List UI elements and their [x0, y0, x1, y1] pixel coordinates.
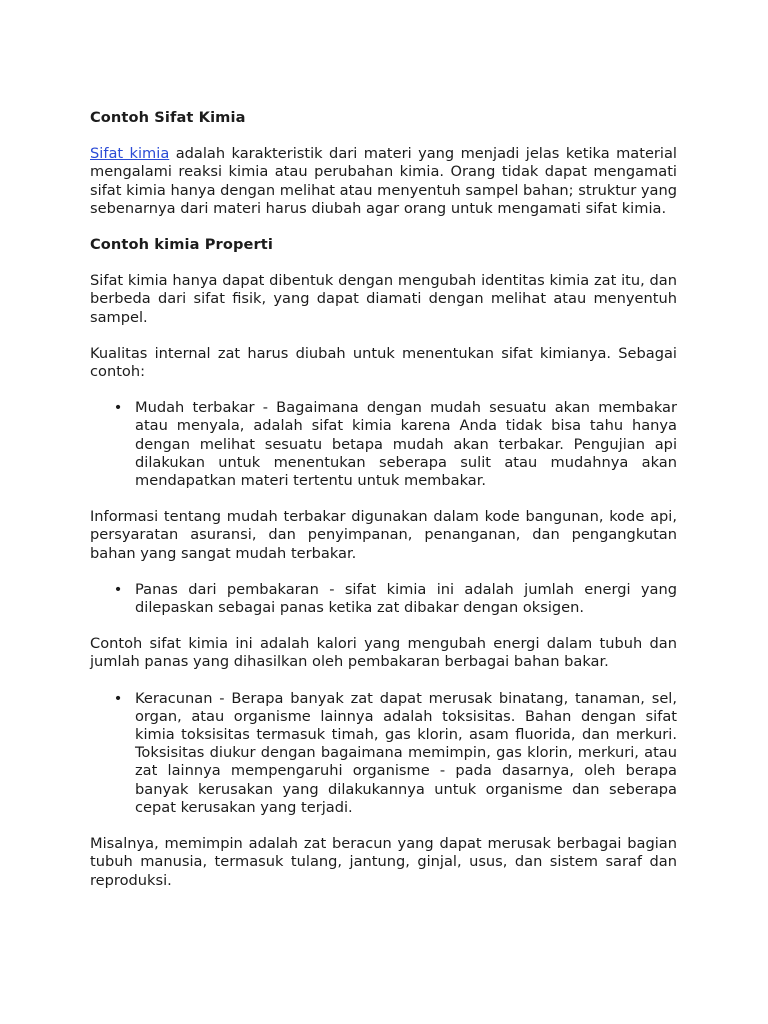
bullet-icon: • [113, 580, 123, 598]
bullet-list-toxicity [90, 690, 677, 817]
bullet-list-heat [90, 581, 677, 617]
bullet-icon: • [113, 689, 123, 707]
list-item-text: Mudah terbakar - Bagaimana dengan mudah sesuatu akan membakar atau menyala, adalah sifat kimia karena Anda tidak bisa tahu hanya dengan melihat sesuatu betapa mudah akan terbakar. Pengujian api dilakukan untuk menentukan seberapa sulit atau mudahnya akan mendapatkan materi tertentu untuk membakar. [135, 399, 677, 490]
paragraph-identity: Sifat kimia hanya dapat dibentuk dengan mengubah identitas kimia zat itu, dan berbeda dari sifat fisik, yang dapat diamati dengan melihat atau menyentuh sampel. [90, 272, 677, 326]
list-item-heat-of-combustion [90, 581, 677, 617]
intro-paragraph [90, 145, 677, 218]
intro-text: adalah karakteristik dari materi yang menjadi jelas ketika material mengalami reaksi kimia atau perubahan kimia. Orang tidak dapat mengamati sifat kimia hanya dengan melihat atau menyentuh sampel bahan; struktur yang sebenarnya dari materi harus diubah agar orang untuk mengamati sifat kimia. [90, 145, 677, 217]
section-heading: Contoh kimia Properti [90, 236, 273, 254]
paragraph-lead-example: Misalnya, memimpin adalah zat beracun yang dapat merusak berbagai bagian tubuh manusia, termasuk tulang, jantung, ginjal, usus, dan sistem saraf dan reproduksi. [90, 835, 677, 889]
paragraph-calories: Contoh sifat kimia ini adalah kalori yang mengubah energi dalam tubuh dan jumlah panas yang dihasilkan oleh pembakaran berbagai bahan bakar. [90, 635, 677, 671]
list-item-text: Keracunan - Berapa banyak zat dapat merusak binatang, tanaman, sel, organ, atau organisme lainnya adalah toksisitas. Bahan dengan sifat kimia toksisitas termasuk timah, gas klorin, asam fluorida, dan merkuri. Toksisitas diukur dengan bagaimana memimpin, gas klorin, merkuri, atau zat lainnya mempengaruhi organisme - pada dasarnya, oleh berapa banyak kerusakan yang dilakukannya untuk organisme dan seberapa cepat kerusakan yang terjadi. [135, 689, 677, 816]
list-item-text: Panas dari pembakaran - sifat kimia ini adalah jumlah energi yang dilepaskan sebagai panas ketika zat dibakar dengan oksigen. [135, 580, 677, 617]
list-item-flammability [90, 399, 677, 490]
paragraph-internal-quality: Kualitas internal zat harus diubah untuk menentukan sifat kimianya. Sebagai contoh: [90, 344, 677, 381]
bullet-icon: • [113, 399, 123, 417]
paragraph-flammability-info: Informasi tentang mudah terbakar digunakan dalam kode bangunan, kode api, persyaratan asuransi, dan penyimpanan, penanganan, dan pengangkutan bahan yang sangat mudah terbakar. [90, 508, 677, 562]
sifat-kimia-link[interactable]: Sifat kimia [90, 145, 170, 163]
bullet-list-flammability [90, 399, 677, 490]
document-title: Contoh Sifat Kimia [90, 109, 246, 126]
document-page [90, 109, 677, 908]
list-item-toxicity [90, 690, 677, 817]
